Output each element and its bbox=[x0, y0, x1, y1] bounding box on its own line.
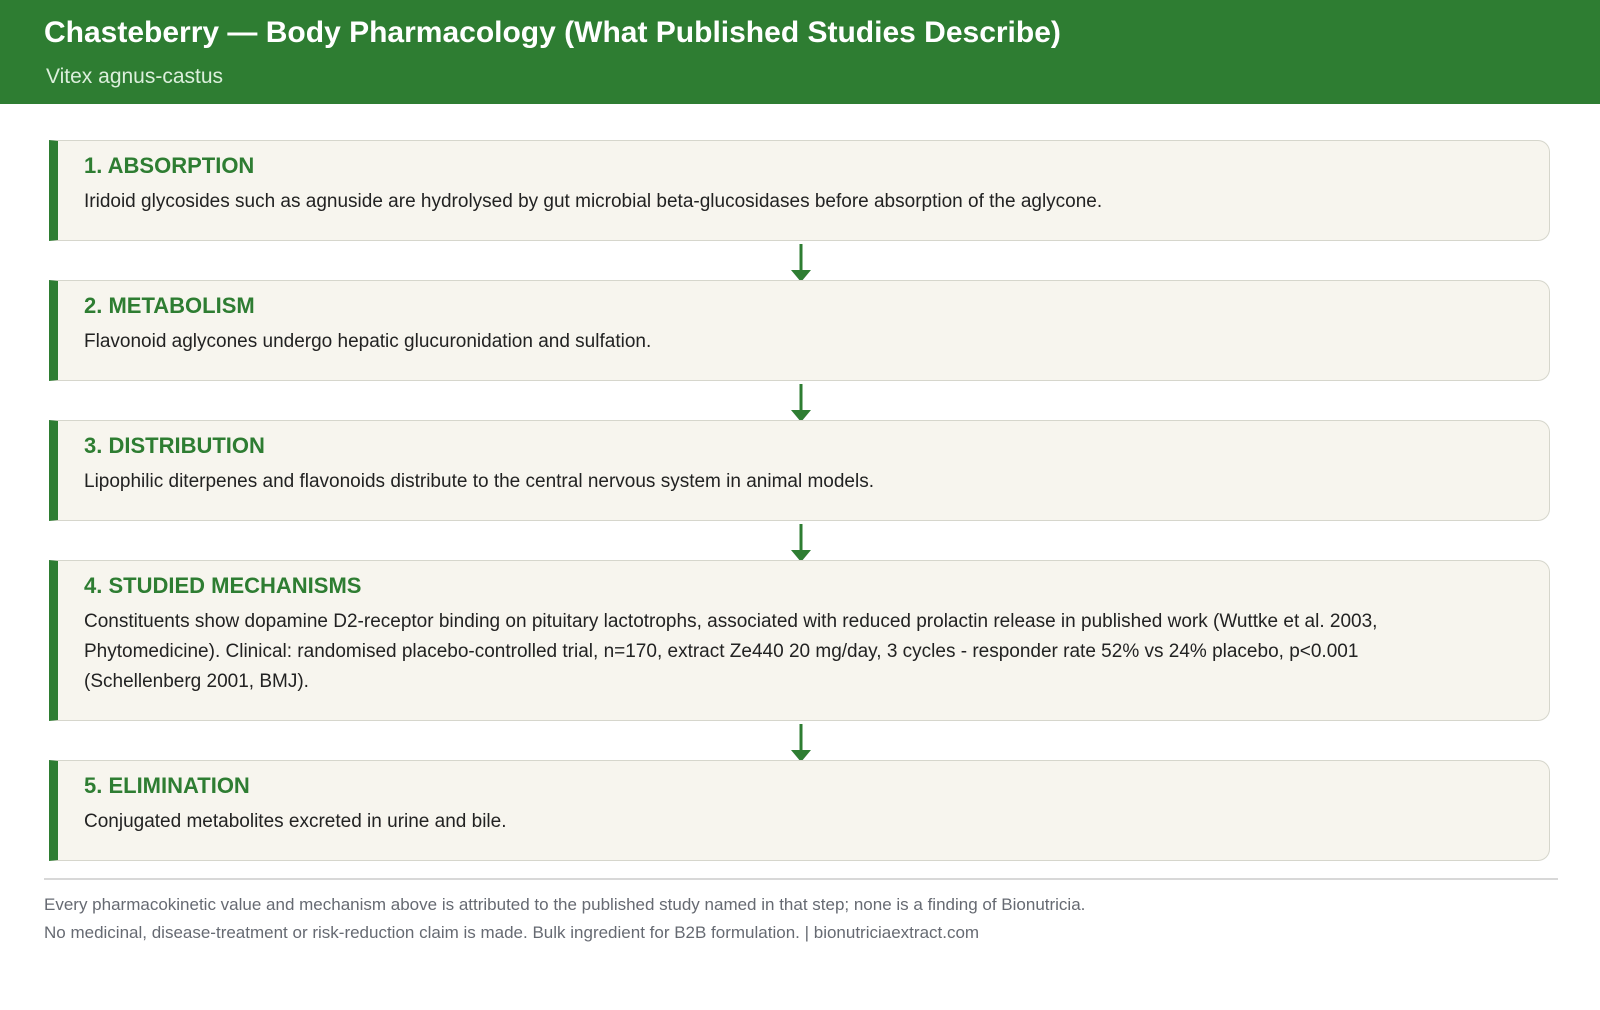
step-title: 3. DISTRIBUTION bbox=[84, 433, 265, 458]
page-subtitle: Vitex agnus-castus bbox=[46, 65, 224, 88]
arrow-down-icon bbox=[789, 244, 813, 282]
arrow-down-icon bbox=[789, 384, 813, 422]
step-title: 2. METABOLISM bbox=[84, 293, 255, 318]
step-description: Flavonoid aglycones undergo hepatic glucuronidation and sulfation. bbox=[84, 331, 652, 352]
step-description: Iridoid glycosides such as agnuside are hydrolysed by gut microbial beta-glucosidases before absorption of the aglycone. bbox=[84, 191, 1103, 212]
step-title: 1. ABSORPTION bbox=[84, 153, 255, 178]
arrow-down-icon bbox=[789, 524, 813, 562]
page-title: Chasteberry — Body Pharmacology (What Published Studies Describe) bbox=[44, 16, 1061, 49]
step-title: 4. STUDIED MECHANISMS bbox=[84, 573, 362, 598]
step-title: 5. ELIMINATION bbox=[84, 773, 250, 798]
step-description: Lipophilic diterpenes and flavonoids distribute to the central nervous system in animal models. bbox=[84, 471, 874, 492]
step-description: Conjugated metabolites excreted in urine and bile. bbox=[84, 811, 507, 832]
step-card-elimination bbox=[49, 760, 1550, 861]
step-card-distribution bbox=[49, 420, 1550, 521]
footer-divider bbox=[44, 878, 1558, 880]
header-banner bbox=[0, 0, 1600, 104]
step-description: Constituents show dopamine D2-receptor binding on pituitary lactotrophs, associated with reduced prolactin release in published work (Wuttke et al. 2003, Phytomedicine). Clinical: randomised placebo-controlled trial, n=170, extract Ze440 20 mg/day, 3 cycles - responder rate 52% vs 24% placebo, p<0.001 (Schellenberg 2001, BMJ). bbox=[84, 611, 1378, 692]
arrow-down-icon bbox=[789, 724, 813, 762]
footer-disclaimer-line-2: No medicinal, disease-treatment or risk-reduction claim is made. Bulk ingredient for B2B formulation. | bionutriciaextract.com bbox=[44, 923, 980, 942]
step-card-metabolism bbox=[49, 280, 1550, 381]
footer-disclaimer-line-1: Every pharmacokinetic value and mechanism above is attributed to the published study named in that step; none is a finding of Bionutricia. bbox=[44, 895, 1086, 914]
step-card-absorption bbox=[49, 140, 1550, 241]
step-card-studied-mechanisms bbox=[49, 560, 1550, 721]
